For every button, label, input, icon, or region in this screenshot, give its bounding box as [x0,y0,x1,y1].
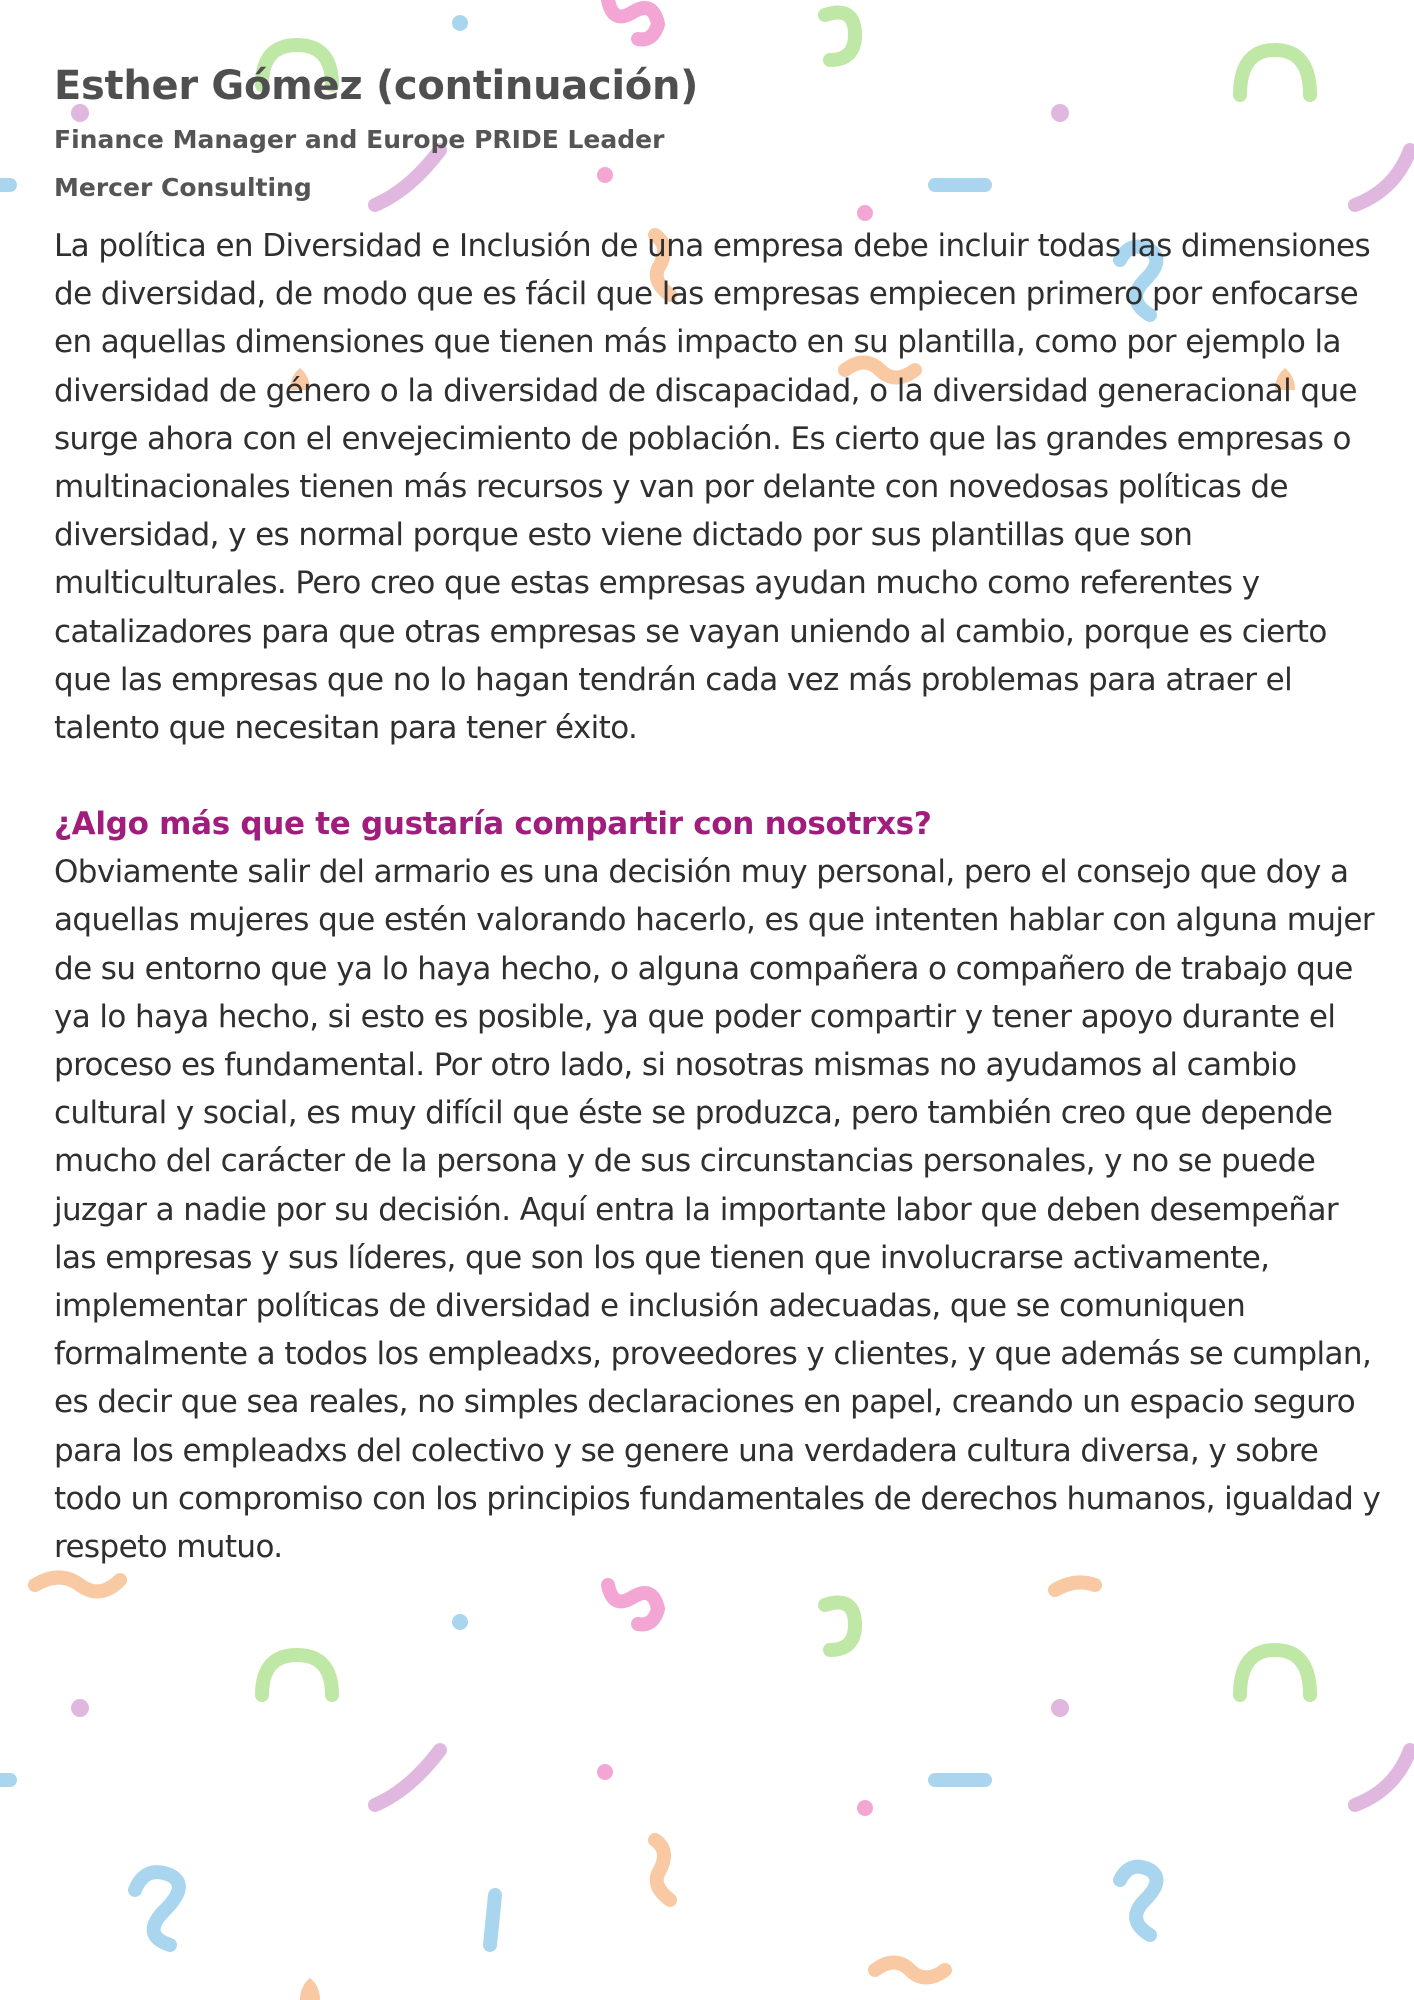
confetti-green-arch [1240,1650,1310,1695]
confetti-blue-curl [135,1872,179,1945]
confetti-pink-squiggle [608,0,658,39]
confetti-dot [597,1764,613,1780]
page-title: Esther Gómez (continuación) [54,63,699,109]
confetti-pink-squiggle [608,1585,658,1624]
confetti-orange-squiggle [655,1840,670,1900]
question-heading: ¿Algo más que te gustaría compartir con nosotrxs? [54,806,932,843]
confetti-orange-tilde [875,1963,945,1978]
confetti-dot [452,15,468,31]
answer-paragraph: Obviamente salir del armario es una decisión muy personal, pero el consejo que doy a aquellas mujeres que estén valorando hacerlo, es que intenten hablar con alguna mujer de su entorno que ya lo haya hecho, o alguna compañera o compañero de trabajo que ya lo haya hecho, si esto es posible, ya que poder compartir y tener apoyo durante el proceso es fundamental. Por otro lado, si nosotras mismas no ayudamos al cambio cultural y social, es muy difícil que éste se produzca, pero también creo que depende mucho del carácter de la persona y de sus circunstancias personales, y no se puede juzgar a nadie por su decisión. Aquí entra la importante labor que deben desempeñar las empresas y sus líderes, que son los que tienen que involucrarse activamente, implementar políticas de diversidad e inclusión adecuadas, que se comuniquen formalmente a todos los empleadxs, proveedores y clientes, y que además se cumplan, es decir que sea reales, no simples declaraciones en papel, creando un espacio seguro para los empleadxs del colectivo y se genere una verdadera cultura diversa, y sobre todo un compromiso con los principios fundamentales de derechos humanos, igualdad y respeto mutuo. [54,854,1381,1566]
confetti-green-arch [262,1655,332,1695]
confetti-blue-stick [490,1895,495,1945]
confetti-orange-drop [300,1978,320,2000]
person-role: Finance Manager and Europe PRIDE Leader [54,125,665,154]
confetti-dot [1051,1699,1069,1717]
confetti-orange-tilde [35,1578,120,1592]
confetti-dot [857,1800,873,1816]
person-company: Mercer Consulting [54,173,312,202]
confetti-green-arc [825,13,855,61]
confetti-green-arc [825,1603,855,1651]
confetti-dot [71,1699,89,1717]
confetti-purple-hook [375,1750,440,1805]
answer-paragraph: La política en Diversidad e Inclusión de una empresa debe incluir todas las dimensiones de diversidad, de modo que es fácil que las empresas empiecen primero por enfocarse en aquellas dimensiones que tienen más impacto en su plantilla, como por ejemplo la diversidad de género o la diversidad de discapacidad, o la diversidad generacional que surge ahora con el envejecimiento de población. Es cierto que las grandes empresas o multinacionales tienen más recursos y van por delante con novedosas políticas de diversidad, y es normal porque esto viene dictado por sus plantillas que son multiculturales. Pero creo que estas empresas ayudan mucho como referentes y catalizadores para que otras empresas se vayan uniendo al cambio, porque es cierto que las empresas que no lo hagan tendrán cada vez más problemas para atraer el talento que necesitan para tener éxito. [54,228,1371,747]
confetti-blue-curl [1120,1867,1156,1935]
confetti-purple-hook [1355,1750,1410,1805]
confetti-orange-tilde [1055,1582,1095,1590]
article-content [54,60,1384,1571]
confetti-dot [452,1614,468,1630]
